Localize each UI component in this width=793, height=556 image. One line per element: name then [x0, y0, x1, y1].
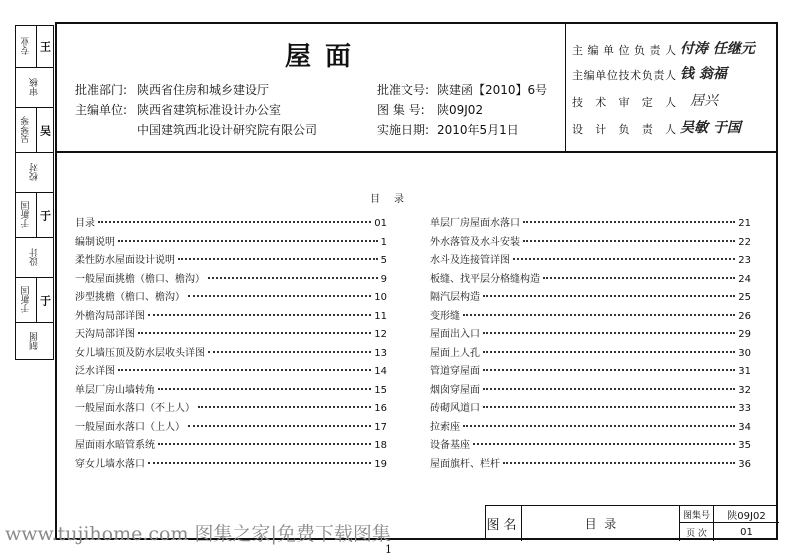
toc-title: 目录 [370, 194, 418, 205]
toc-entry-page: 26 [738, 310, 751, 322]
strip-label: 于新国 [21, 286, 32, 314]
toc-entry-page: 01 [374, 218, 387, 229]
header-divider [55, 151, 778, 153]
approval-no-label: 批准文号: [377, 83, 430, 97]
toc-entry-page: 18 [374, 440, 387, 451]
toc-leader-dots [178, 258, 378, 260]
toc-entry-page: 5 [380, 255, 387, 266]
toc-entry [75, 233, 387, 249]
toc-right-column [430, 214, 751, 474]
toc-entry [430, 436, 751, 452]
toc-entry-title: 变形缝 [430, 310, 460, 322]
watermark: www.tujihome.com 图集之家|免费下载图集 [5, 523, 391, 545]
toc-entry [75, 288, 387, 304]
responsible-role: 主编单位技术负责人 [572, 69, 676, 82]
toc-entry [430, 344, 751, 360]
toc-entry-title: 一般屋面挑檐（檐口、檐沟） [75, 273, 205, 285]
toc-entry [75, 381, 387, 397]
strip-cell [16, 278, 53, 323]
toc-entry-page: 25 [738, 292, 751, 303]
toc-leader-dots [138, 332, 371, 334]
toc-entry [430, 251, 751, 267]
strip-cell [16, 323, 53, 359]
toc-entry-page: 1 [380, 236, 387, 248]
toc-entry-page: 16 [374, 403, 387, 414]
toc-leader-dots [198, 406, 371, 408]
responsible-role: 主编单位负责人 [572, 44, 676, 57]
toc-entry [430, 214, 751, 230]
title-block [485, 505, 778, 540]
strip-label: 审核 [30, 78, 40, 97]
toc-leader-dots [513, 258, 735, 260]
toc-leader-dots [98, 221, 371, 223]
toc-entry-page: 14 [374, 366, 387, 377]
atlas-no-label: 图 集 号: [377, 103, 425, 117]
toc-entry-title: 管道穿屋面 [430, 366, 480, 377]
toc-entry-title: 女儿墙压顶及防水层收头详图 [75, 347, 205, 359]
toc-leader-dots [483, 332, 735, 334]
approval-dept: 陕西省住房和城乡建设厅 [137, 83, 270, 97]
toc-entry [430, 233, 751, 249]
toc-entry-page: 11 [374, 310, 387, 322]
toc-entry-title: 屋面上人孔 [430, 347, 480, 359]
toc-entry-page: 17 [374, 421, 387, 433]
toc-entry-page: 30 [738, 347, 751, 359]
toc-entry-page: 32 [738, 384, 751, 396]
toc-entry [75, 418, 387, 434]
title-block-page: 01 [740, 526, 753, 538]
toc-entry-page: 12 [374, 329, 387, 340]
toc-entry [430, 270, 751, 286]
toc-entry [430, 399, 751, 415]
toc-entry-page: 19 [374, 458, 387, 470]
toc-leader-dots [158, 388, 371, 390]
toc-leader-dots [188, 425, 371, 427]
toc-entry-title: 屋面出入口 [430, 329, 480, 340]
toc-entry-title: 编制说明 [75, 236, 115, 248]
toc-entry [75, 307, 387, 323]
strip-cell [16, 238, 53, 278]
toc-leader-dots [118, 240, 378, 242]
editor-unit-1: 陕西省建筑标准设计办公室 [137, 103, 282, 117]
strip-label: 设计 [30, 248, 40, 267]
atlas-no: 陕09J02 [437, 103, 484, 117]
toc-entry [430, 325, 751, 341]
review-strip [15, 25, 54, 360]
toc-entry [75, 325, 387, 341]
toc-entry-page: 31 [738, 366, 751, 377]
toc-entry-title: 屋面雨水暗管系统 [75, 440, 155, 451]
toc-leader-dots [463, 425, 735, 427]
strip-label: 专业 [21, 37, 32, 56]
toc-entry [75, 251, 387, 267]
toc-entry-page: 35 [738, 440, 751, 451]
approval-dept-label: 批准部门: [75, 83, 128, 97]
toc-entry-page: 13 [374, 347, 387, 359]
toc-entry-title: 穿女儿墙水落口 [75, 458, 145, 470]
toc-leader-dots [208, 277, 378, 279]
toc-entry [75, 344, 387, 360]
responsible-role: 设计负责人 [572, 123, 676, 136]
toc-entry-title: 隔汽层构造 [430, 292, 480, 303]
toc-entry-title: 设备基座 [430, 440, 470, 451]
strip-sign: 王 [36, 26, 52, 67]
toc-entry-title: 一般屋面水落口（不上人） [75, 403, 195, 414]
toc-entry-page: 21 [738, 218, 751, 229]
toc-entry-title: 板缝、找平层分格缝构造 [430, 273, 540, 285]
toc-entry-title: 砖砌风道口 [430, 403, 480, 414]
toc-entry-title: 一般屋面水落口（上人） [75, 421, 185, 433]
toc-entry [75, 399, 387, 415]
toc-entry [430, 381, 751, 397]
toc-entry-title: 外檐沟局部详图 [75, 310, 145, 322]
toc-entry [75, 455, 387, 471]
toc-leader-dots [523, 240, 735, 242]
toc-leader-dots [463, 314, 735, 316]
strip-label: 校对 [30, 163, 40, 182]
toc-entry-title: 外水落管及水斗安装 [430, 236, 520, 248]
page-title: 屋面 [284, 42, 365, 72]
toc-leader-dots [483, 406, 735, 408]
toc-entry [430, 455, 751, 471]
toc-entry-title: 目录 [75, 218, 95, 229]
strip-label: 于新国 [21, 201, 32, 229]
toc-entry-page: 33 [738, 403, 751, 414]
toc-entry-page: 10 [374, 292, 387, 303]
header-split [565, 22, 566, 152]
toc-entry [430, 362, 751, 378]
title-block-atlas-label: 图集号 [680, 506, 714, 523]
toc-entry-title: 水斗及连接管详图 [430, 255, 510, 266]
strip-cell [16, 193, 53, 238]
strip-cell [16, 26, 53, 68]
signature: 钱 翁福 [680, 66, 727, 82]
toc-leader-dots [473, 443, 735, 445]
toc-entry-page: 36 [738, 458, 751, 470]
strip-cell [16, 108, 53, 153]
toc-leader-dots [208, 351, 371, 353]
strip-sign: 于 [36, 193, 52, 237]
toc-entry [75, 436, 387, 452]
toc-leader-dots [148, 462, 371, 464]
toc-entry-page: 22 [738, 236, 751, 248]
strip-sign: 于 [36, 278, 52, 322]
toc-entry-title: 屋面旗杆、栏杆 [430, 458, 500, 470]
toc-leader-dots [483, 388, 735, 390]
toc-entry-title: 单层厂房屋面水落口 [430, 218, 520, 229]
strip-sign: 吴 [36, 108, 52, 152]
toc-leader-dots [483, 295, 735, 297]
editor-unit-label: 主编单位: [75, 103, 128, 117]
strip-label: 制图 [30, 332, 40, 350]
title-block-name-label: 图名 [486, 506, 522, 541]
toc-leader-dots [523, 221, 735, 223]
toc-entry-page: 29 [738, 329, 751, 340]
approval-no: 陕建函【2010】6号 [437, 83, 548, 97]
toc-leader-dots [503, 462, 735, 464]
toc-entry-title: 烟囱穿屋面 [430, 384, 480, 396]
toc-entry-title: 单层厂房山墙转角 [75, 384, 155, 396]
toc-entry-title: 天沟局部详图 [75, 329, 135, 340]
toc-entry-page: 34 [738, 421, 751, 433]
toc-entry-title: 泛水详图 [75, 366, 115, 377]
title-block-page-label: 页 次 [680, 523, 714, 541]
toc-entry-page: 15 [374, 384, 387, 396]
toc-entry [75, 214, 387, 230]
responsible-role: 技术审定人 [572, 96, 676, 109]
toc-entry [430, 288, 751, 304]
toc-entry [75, 362, 387, 378]
signature: 吴敏 于国 [680, 120, 741, 136]
toc-entry-title: 拉索座 [430, 421, 460, 433]
toc-entry-page: 23 [738, 255, 751, 266]
toc-leader-dots [543, 277, 735, 279]
toc-leader-dots [483, 369, 735, 371]
effective-date: 2010年5月1日 [437, 123, 519, 137]
editor-unit-2: 中国建筑西北设计研究院有限公司 [137, 123, 318, 137]
page-number: 1 [385, 543, 392, 556]
toc-leader-dots [483, 351, 735, 353]
effective-date-label: 实施日期: [377, 123, 430, 137]
toc-leader-dots [118, 369, 371, 371]
signature: 居兴 [690, 93, 718, 109]
toc-entry-page: 24 [738, 273, 751, 285]
toc-leader-dots [158, 443, 371, 445]
strip-cell [16, 153, 53, 193]
toc-leader-dots [148, 314, 371, 316]
title-block-atlas: 陕09J02 [714, 506, 779, 523]
title-block-name: 目 录 [522, 506, 680, 541]
toc-entry-page: 9 [380, 273, 387, 285]
strip-label: 吴琴琴 [21, 116, 32, 144]
toc-entry [75, 270, 387, 286]
signature: 付涛 任继元 [680, 41, 755, 57]
toc-entry [430, 307, 751, 323]
toc-left-column [75, 214, 387, 474]
toc-entry [430, 418, 751, 434]
toc-leader-dots [188, 295, 371, 297]
toc-entry-title: 涉型挑檐（檐口、檐沟） [75, 292, 185, 303]
toc-entry-title: 柔性防水屋面设计说明 [75, 255, 175, 266]
strip-cell [16, 68, 53, 108]
